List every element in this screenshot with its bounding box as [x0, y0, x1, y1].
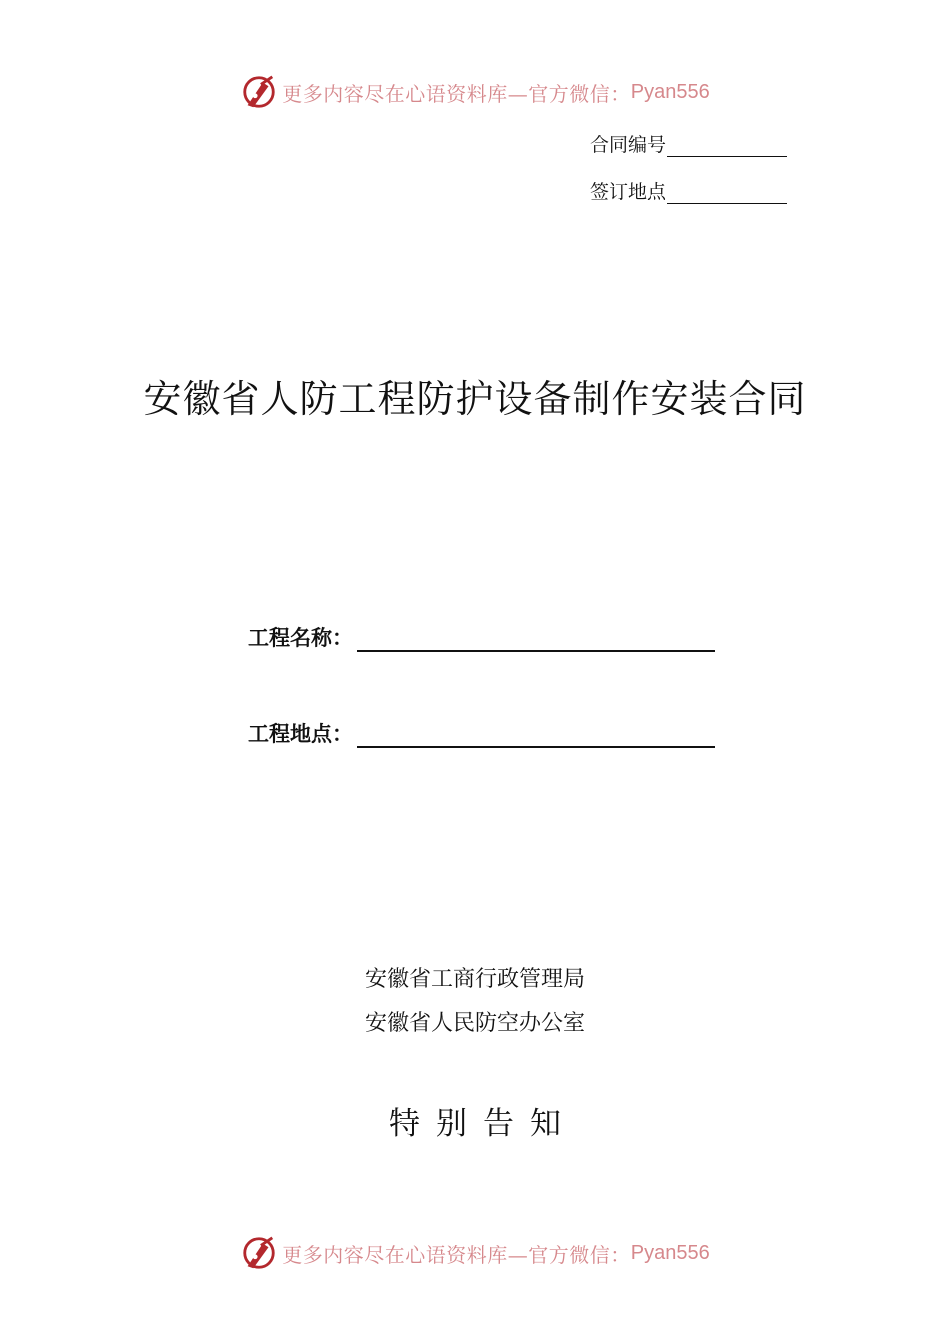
sign-place-blank — [667, 183, 787, 204]
watermark-text: 更多内容尽在心语资料库—官方微信： — [282, 1242, 631, 1267]
watermark-wechat-id: Pyan556 — [630, 80, 710, 103]
project-site-label: 工程地点： — [248, 722, 353, 746]
contract-number-blank — [667, 136, 787, 157]
pen-logo-icon — [240, 73, 278, 111]
special-notice-heading: 特别告知 — [389, 1106, 577, 1142]
issuer-civil-defense: 安徽省人民防空办公室 — [364, 1011, 585, 1036]
pen-logo-icon — [240, 1234, 278, 1272]
watermark-wechat-id: Pyan556 — [630, 1241, 710, 1264]
project-site-blank — [357, 724, 715, 748]
project-site-row — [248, 716, 715, 748]
contract-number-row — [590, 131, 787, 157]
project-name-row — [248, 620, 715, 652]
project-name-blank — [357, 628, 715, 652]
watermark-footer — [0, 1233, 950, 1273]
contract-number-label: 合同编号 — [590, 134, 667, 156]
sign-place-label: 签订地点 — [590, 181, 667, 203]
project-name-label: 工程名称： — [248, 626, 353, 650]
document-title: 安徽省人防工程防护设备制作安装合同 — [143, 377, 807, 421]
watermark-text: 更多内容尽在心语资料库—官方微信： — [282, 81, 631, 106]
watermark-header — [0, 72, 950, 112]
sign-place-row — [590, 178, 787, 204]
issuer-aic: 安徽省工商行政管理局 — [364, 967, 585, 992]
